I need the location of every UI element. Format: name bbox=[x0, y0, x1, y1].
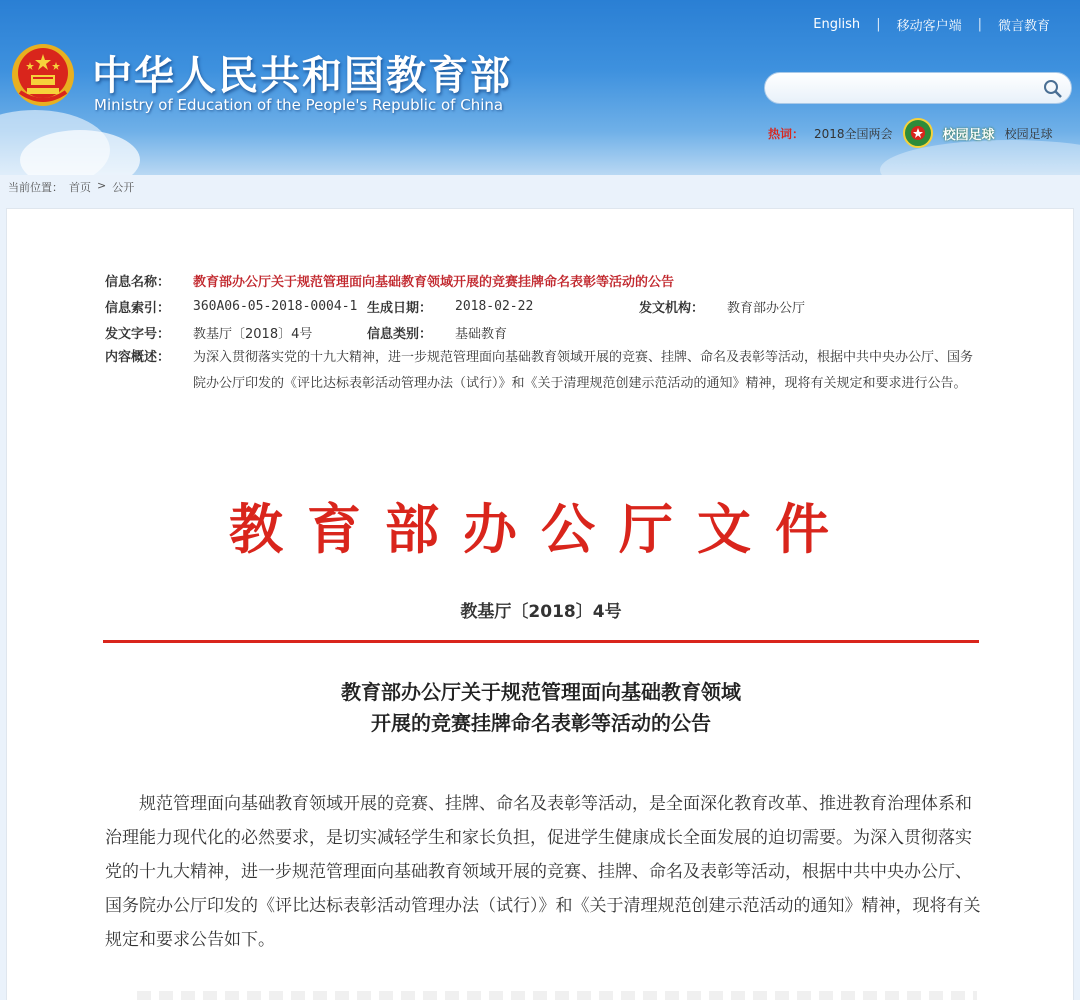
meta-category-label: 信息类别： bbox=[367, 326, 433, 342]
breadcrumb bbox=[8, 179, 134, 195]
meta-docno-label: 发文字号： bbox=[105, 326, 171, 342]
link-english[interactable]: English bbox=[813, 17, 861, 32]
site-title-cn[interactable]: 中华人民共和国教育部 bbox=[92, 53, 512, 99]
search-box[interactable] bbox=[764, 72, 1072, 104]
document-title bbox=[7, 677, 1075, 739]
breadcrumb-home[interactable]: 首页 bbox=[69, 181, 91, 194]
meta-index-label: 信息索引： bbox=[105, 300, 171, 316]
meta-name-label: 信息名称： bbox=[105, 274, 171, 290]
info-metadata bbox=[105, 267, 985, 397]
document-red-header: 教育部办公厅文件 bbox=[229, 497, 853, 561]
hot-word-link[interactable]: 2018全国两会 bbox=[814, 126, 893, 141]
meta-row-docno bbox=[105, 319, 985, 345]
meta-summary-value: 为深入贯彻落实党的十九大精神，进一步规范管理面向基础教育领域开展的竞赛、挂牌、命名及表彰等活动，根据中共中央办公厅、国务院办公厅印发的《评比达标表彰活动管理办法（试行）》和《关于清理规范创建示范活动的通知》精神，现将有关规定和要求进行公告。 bbox=[193, 350, 974, 391]
link-weiyan-education[interactable]: 微言教育 bbox=[997, 19, 1050, 34]
national-emblem-icon[interactable] bbox=[10, 42, 76, 108]
meta-docno-value: 教基厅〔2018〕4号 bbox=[193, 326, 313, 342]
faded-next-line bbox=[137, 991, 977, 1000]
meta-name-value: 教育部办公厅关于规范管理面向基础教育领域开展的竞赛挂牌命名表彰等活动的公告 bbox=[193, 274, 675, 290]
hot-words-label: 热词： bbox=[768, 126, 805, 141]
meta-org-label: 发文机构： bbox=[639, 300, 705, 316]
red-divider bbox=[103, 640, 979, 643]
meta-org-value: 教育部办公厅 bbox=[727, 300, 806, 316]
breadcrumb-public[interactable]: 公开 bbox=[112, 181, 135, 194]
campus-football-logo-text[interactable]: 校园足球 bbox=[942, 127, 995, 143]
content-panel bbox=[6, 208, 1074, 1000]
link-separator: | bbox=[977, 17, 982, 32]
site-header bbox=[0, 0, 1080, 175]
link-mobile-client[interactable]: 移动客户端 bbox=[896, 19, 962, 34]
meta-date-value: 2018-02-22 bbox=[455, 298, 534, 314]
hot-words bbox=[768, 118, 1053, 148]
meta-row-name bbox=[105, 267, 985, 293]
document-title-line: 教育部办公厅关于规范管理面向基础教育领域 bbox=[341, 680, 741, 704]
breadcrumb-separator: > bbox=[97, 179, 107, 192]
campus-football-logo-icon[interactable] bbox=[903, 118, 933, 148]
meta-row-summary bbox=[105, 345, 985, 397]
meta-row-index bbox=[105, 293, 985, 319]
document-number: 教基厅〔2018〕4号 bbox=[460, 602, 622, 622]
top-links bbox=[813, 15, 1050, 34]
meta-index-value: 360A06-05-2018-0004-1 bbox=[193, 298, 358, 314]
meta-summary-label: 内容概述： bbox=[105, 350, 171, 365]
link-separator: | bbox=[876, 17, 881, 32]
meta-date-label: 生成日期： bbox=[367, 300, 433, 316]
hot-word-link[interactable]: 校园足球 bbox=[1004, 126, 1053, 141]
meta-category-value: 基础教育 bbox=[455, 326, 508, 342]
search-icon[interactable] bbox=[1043, 79, 1063, 99]
site-title-en: Ministry of Education of the People's Republic of China bbox=[94, 96, 504, 114]
breadcrumb-prefix: 当前位置： bbox=[8, 181, 63, 194]
document-body-paragraph: 规范管理面向基础教育领域开展的竞赛、挂牌、命名及表彰等活动，是全面深化教育改革、推进教育治理体系和治理能力现代化的必然要求，是切实减轻学生和家长负担，促进学生健康成长全面发展的迫切需要。为深入贯彻落实党的十九大精神，进一步规范管理面向基础教育领域开展的竞赛、挂牌、命名及表彰等活动，根据中共中央办公厅、国务院办公厅印发的《评比达标表彰活动管理办法（试行）》和《关于清理规范创建示范活动的通知》精神，现将有关规定和要求公告如下。 bbox=[105, 794, 981, 950]
document-title-line: 开展的竞赛挂牌命名表彰等活动的公告 bbox=[371, 711, 711, 735]
